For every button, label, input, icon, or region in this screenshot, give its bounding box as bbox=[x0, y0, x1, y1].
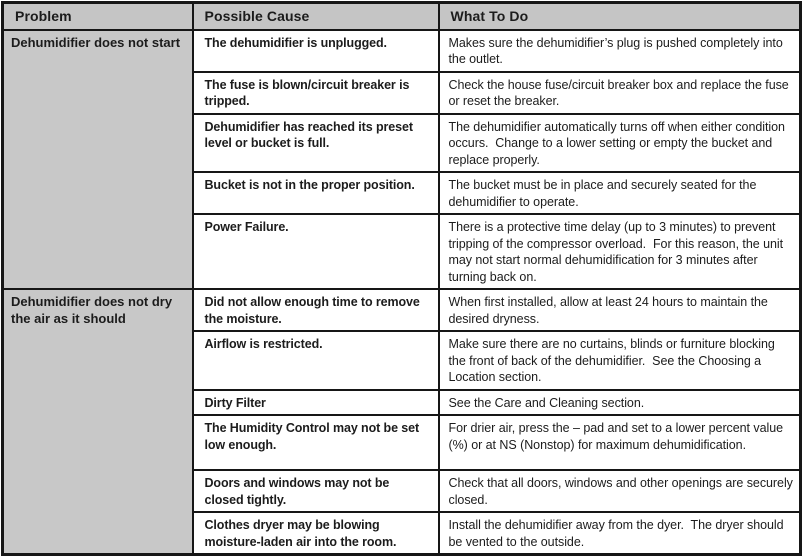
cause-cell: The Humidity Control may not be set low enough. bbox=[193, 415, 439, 470]
problem-cell-does-not-dry: Dehumidifier does not dry the air as it should bbox=[3, 289, 193, 555]
action-cell: For drier air, press the – pad and set to a lower percent value (%) or at NS (Nonstop) for maximum dehumidification. bbox=[439, 415, 801, 470]
cause-cell: Power Failure. bbox=[193, 214, 439, 289]
action-cell: Check that all doors, windows and other openings are securely closed. bbox=[439, 470, 801, 512]
header-row bbox=[3, 3, 801, 30]
header-what-to-do: What To Do bbox=[439, 3, 801, 30]
problem-cell-does-not-start: Dehumidifier does not start bbox=[3, 30, 193, 290]
cause-cell: Airflow is restricted. bbox=[193, 331, 439, 390]
action-cell: Check the house fuse/circuit breaker box and replace the fuse or reset the breaker. bbox=[439, 72, 801, 114]
troubleshooting-table bbox=[1, 1, 802, 556]
action-cell: Make sure there are no curtains, blinds or furniture blocking the front of back of the dehumidifier. See the Choosing a Location section. bbox=[439, 331, 801, 390]
cause-cell: The dehumidifier is unplugged. bbox=[193, 30, 439, 72]
action-cell: Install the dehumidifier away from the dyer. The dryer should be vented to the outside. bbox=[439, 512, 801, 555]
cause-cell: Dehumidifier has reached its preset level or bucket is full. bbox=[193, 114, 439, 173]
cause-cell: Did not allow enough time to remove the moisture. bbox=[193, 289, 439, 331]
header-possible-cause: Possible Cause bbox=[193, 3, 439, 30]
cause-cell: Doors and windows may not be closed tightly. bbox=[193, 470, 439, 512]
table-row bbox=[3, 289, 801, 331]
action-cell: When first installed, allow at least 24 hours to maintain the desired dryness. bbox=[439, 289, 801, 331]
cause-cell: Dirty Filter bbox=[193, 390, 439, 416]
action-cell: See the Care and Cleaning section. bbox=[439, 390, 801, 416]
cause-cell: Clothes dryer may be blowing moisture-laden air into the room. bbox=[193, 512, 439, 555]
action-cell: The dehumidifier automatically turns off when either condition occurs. Change to a lower setting or empty the bucket and replace properly. bbox=[439, 114, 801, 173]
action-cell: There is a protective time delay (up to 3 minutes) to prevent tripping of the compressor overload. For this reason, the unit may not start normal dehumidification for 3 minutes after turning back on. bbox=[439, 214, 801, 289]
action-cell: Makes sure the dehumidifier’s plug is pushed completely into the outlet. bbox=[439, 30, 801, 72]
table-row bbox=[3, 30, 801, 72]
header-problem: Problem bbox=[3, 3, 193, 30]
cause-cell: Bucket is not in the proper position. bbox=[193, 172, 439, 214]
action-cell: The bucket must be in place and securely seated for the dehumidifier to operate. bbox=[439, 172, 801, 214]
cause-cell: The fuse is blown/circuit breaker is tripped. bbox=[193, 72, 439, 114]
